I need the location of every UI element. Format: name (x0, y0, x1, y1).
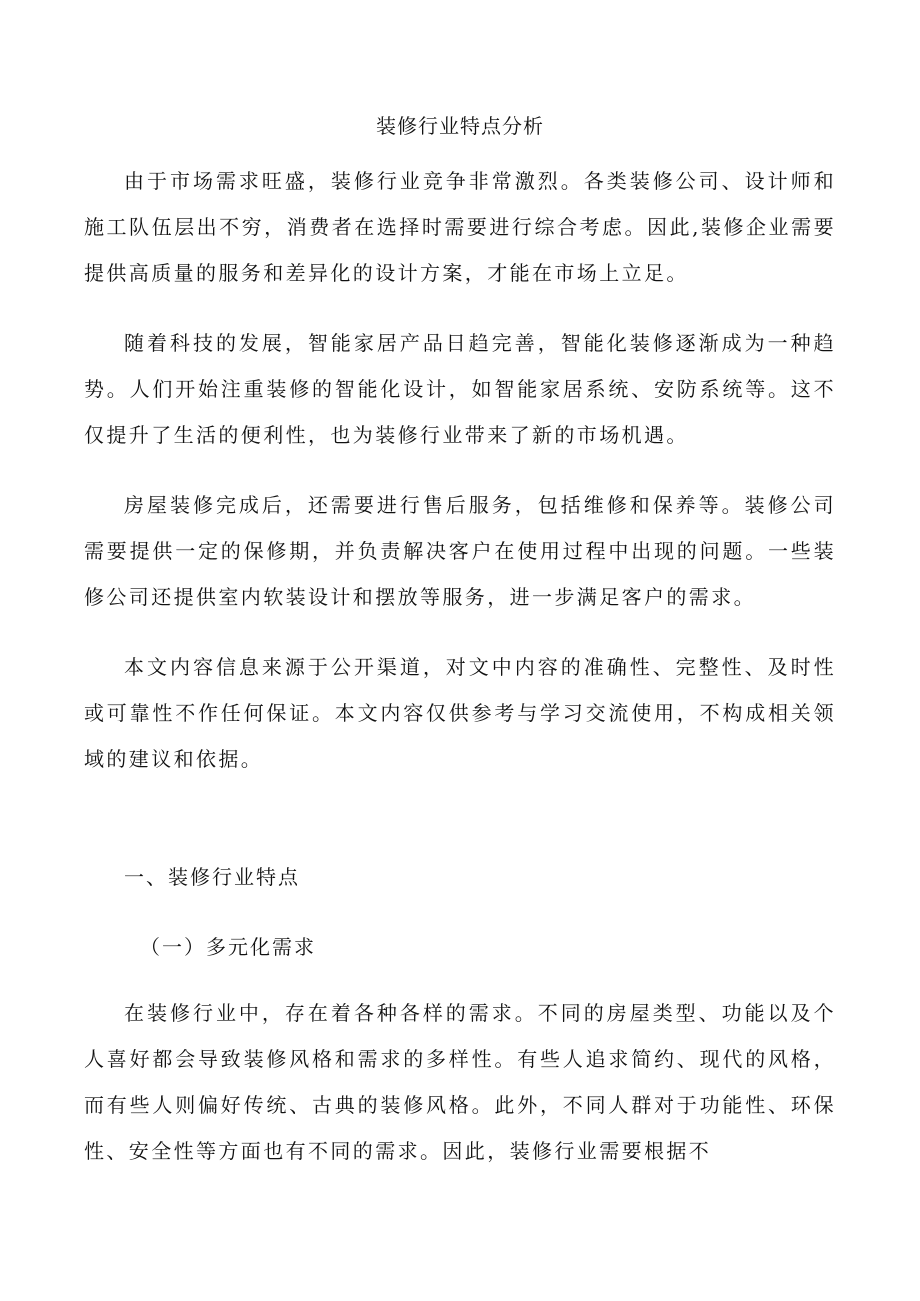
section-paragraph: 在装修行业中，存在着各种各样的需求。不同的房屋类型、功能以及个人喜好都会导致装修风格和需求的多样性。有些人追求简约、现代的风格，而有些人则偏好传统、古典的装修风格。此外，不同人群对于功能性、环保性、安全性等方面也有不同的需求。因此，装修行业需要根据不 (84, 1001, 836, 1163)
paragraph-4: 本文内容信息来源于公开渠道，对文中内容的准确性、完整性、及时性或可靠性不作任何保证。本文内容仅供参考与学习交流使用，不构成相关领域的建议和依据。 (84, 655, 836, 771)
paragraph-3: 房屋装修完成后，还需要进行售后服务，包括维修和保养等。装修公司需要提供一定的保修期，并负责解决客户在使用过程中出现的问题。一些装修公司还提供室内软装设计和摆放等服务，进一步满足客户的需求。 (84, 493, 836, 609)
paragraph-2: 随着科技的发展，智能家居产品日趋完善，智能化装修逐渐成为一种趋势。人们开始注重装修的智能化设计，如智能家居系统、安防系统等。这不仅提升了生活的便利性，也为装修行业带来了新的市场机遇。 (84, 331, 836, 447)
paragraph-1: 由于市场需求旺盛，装修行业竞争非常激烈。各类装修公司、设计师和施工队伍层出不穷，消费者在选择时需要进行综合考虑。因此,装修企业需要提供高质量的服务和差异化的设计方案，才能在市场上立足。 (84, 169, 836, 285)
section-text (84, 990, 836, 1198)
document-title: 装修行业特点分析 (376, 114, 544, 138)
section-heading: 一、装修行业特点 (124, 865, 300, 889)
intro-text (84, 158, 836, 806)
subsection-heading: （一）多元化需求 (140, 935, 316, 959)
